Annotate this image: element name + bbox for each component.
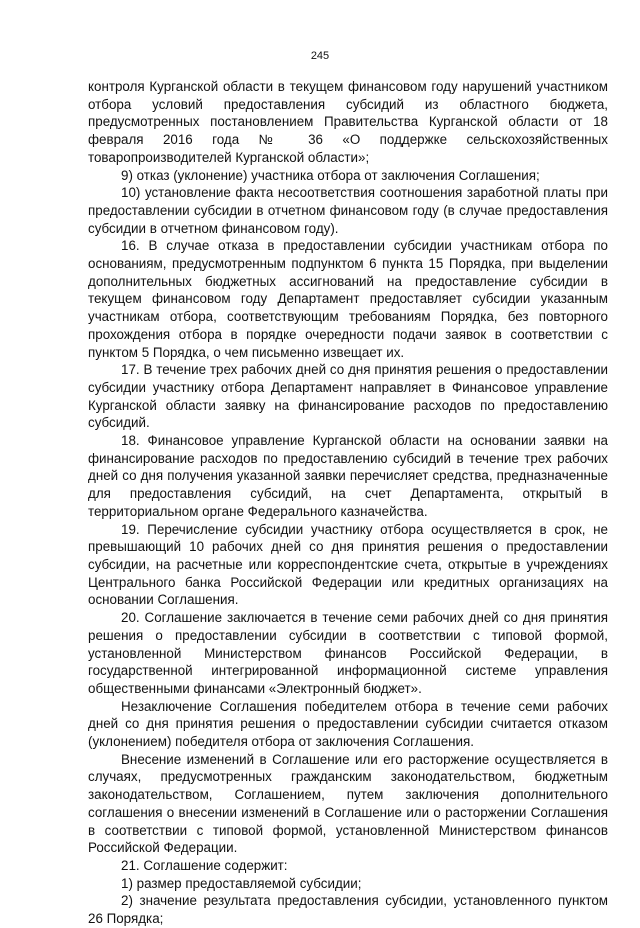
paragraph-clause-19: 19. Перечисление субсидии участнику отбора осуществляется в срок, не превышающий 10 рабочих дней со дня принятия решения о предоставлении субсидии, на расчетные или корреспондентские счета, открытые в учреждениях Центрального банка Российской Федерации или кредитных организациях на основании Соглашения. [88, 521, 608, 608]
paragraph-item-9: 9) отказ (уклонение) участника отбора от заключения Соглашения; [121, 167, 540, 183]
page-number: 245 [310, 50, 330, 62]
paragraph-amendments: Внесение изменений в Соглашение или его расторжение осуществляется в случаях, предусмотренных гражданским законодательством, бюджетным законодательством, Соглашением, путем заключения дополнительного соглашения о внесении изменений в Соглашение или о расторжении Соглашения в соответствии с типовой формой, установленной Министерством финансов Российской Федерации. [88, 751, 608, 856]
paragraph-clause-16: 16. В случае отказа в предоставлении субсидии участникам отбора по основаниям, предусмотренным подпунктом 6 пункта 15 Порядка, при выделении дополнительных бюджетных ассигнований на предоставление субсидии в текущем финансовом году Департамент предоставляет субсидии указанным участникам отбора, соответствующим требованиям Порядка, без повторного прохождения отбора в порядке очередности подачи заявок в соответствии с пунктом 5 Порядка, о чем письменно извещает их. [88, 238, 608, 360]
paragraph-clause-21-item-1: 1) размер предоставляемой субсидии; [121, 875, 362, 891]
paragraph-item-10: 10) установление факта несоответствия соотношения заработной платы при предоставлении субсидии в отчетном финансовом году (в случае предоставления субсидии в отчетном финансовом году). [88, 185, 608, 236]
paragraph-clause-17: 17. В течение трех рабочих дней со дня принятия решения о предоставлении субсидии участнику отбора Департамент направляет в Финансовое управление Курганской области заявку на финансирование расходов по предоставлению субсидий. [88, 362, 608, 431]
paragraph-clause-18: 18. Финансовое управление Курганской области на основании заявки на финансирование расходов по предоставлению субсидий в течение трех рабочих дней со дня получения указанной заявки перечисляет средства, предназначенные для предоставления субсидий, на счет Департамента, открытый в территориальном органе Федерального казначейства. [88, 433, 608, 519]
paragraph-non-conclusion: Незаключение Соглашения победителем отбора в течение семи рабочих дней со дня принятия решения о предоставлении субсидии считается отказом (уклонением) победителя отбора от заключения Соглашения. [88, 698, 608, 750]
paragraph-clause-21-item-2: 2) значение результата предоставления субсидии, установленного пунктом 26 Порядка; [88, 893, 608, 927]
paragraph-clause-21: 21. Соглашение содержит: [121, 857, 288, 873]
document-body [88, 78, 608, 928]
paragraph-continuation: контроля Курганской области в текущем финансовом году нарушений участником отбора условий предоставления субсидий из областного бюджета, предусмотренных постановлением Правительства Курганской области от 18 февраля 2016 года № 36 «О поддержке сельскохозяйственных товаропроизводителей Курганской области»; [88, 79, 608, 165]
paragraph-clause-20: 20. Соглашение заключается в течение семи рабочих дней со дня принятия решения о предоставлении субсидии в соответствии с типовой формой, установленной Министерством финансов Российской Федерации, в государственной интегрированной информационной системе управления общественными финансами «Электронный бюджет». [88, 610, 608, 696]
